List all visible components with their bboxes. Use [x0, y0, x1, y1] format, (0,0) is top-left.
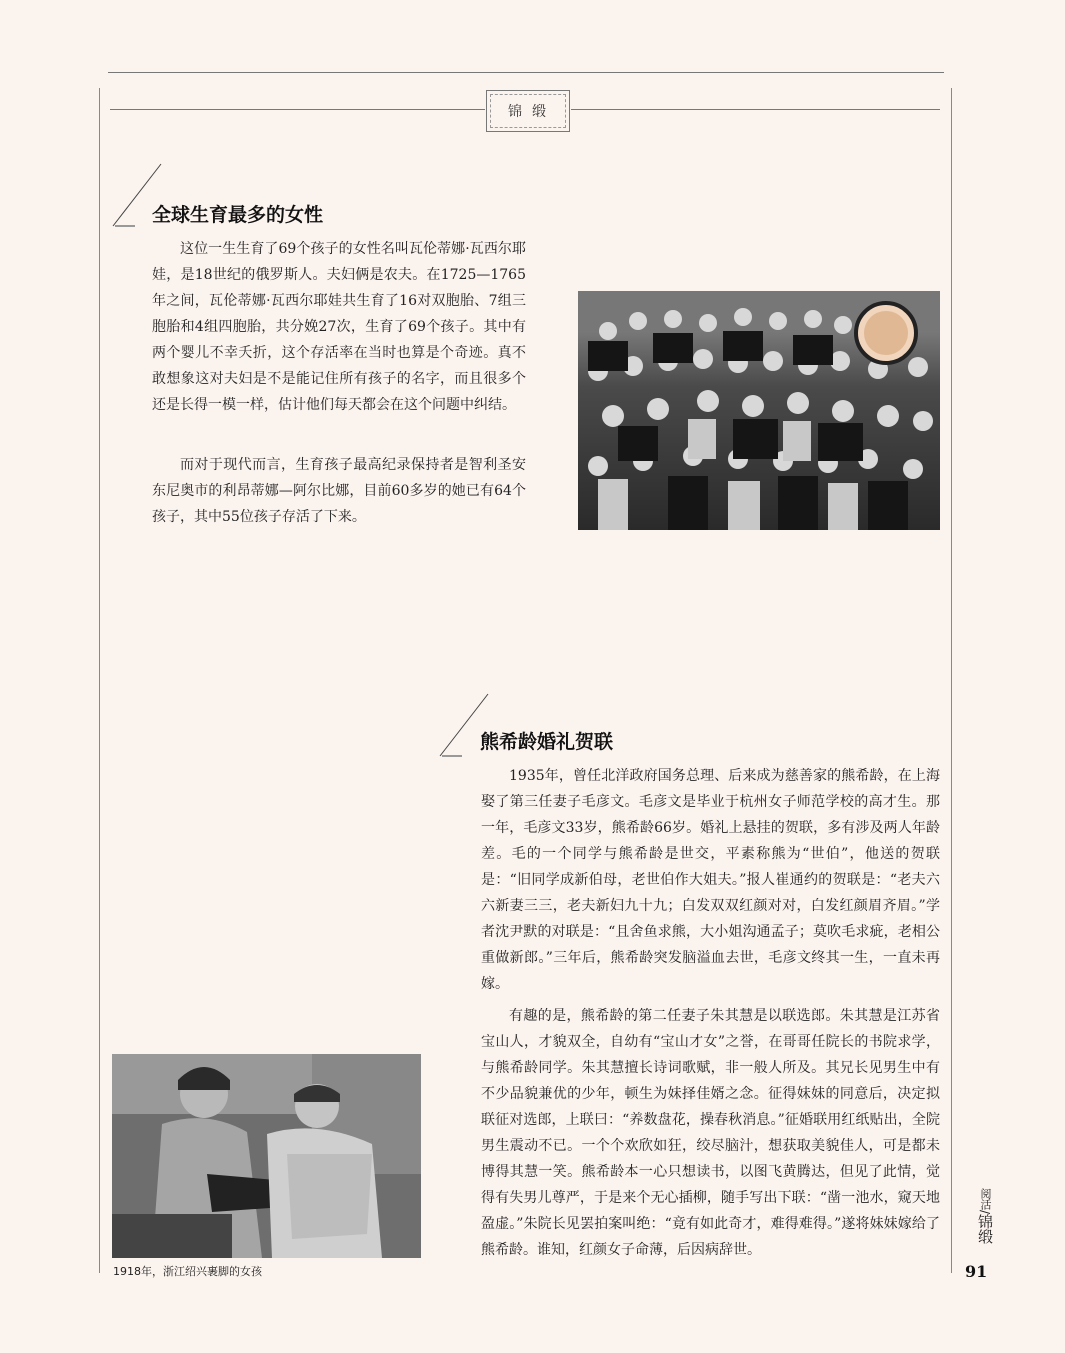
side-label-big: 锦缎: [976, 1214, 994, 1245]
bound-feet-girls-photo: [112, 1054, 421, 1258]
frame-left-line: [99, 88, 100, 1273]
section-header-box: [486, 90, 570, 132]
page-number: 91: [965, 1262, 988, 1281]
article1-title: 全球生育最多的女性: [152, 204, 324, 226]
side-label-small: 阅活: [979, 1188, 992, 1210]
article2-paragraph-1: 1935年，曾任北洋政府国务总理、后来成为慈善家的熊希龄，在上海娶了第三任妻子毛彦文。毛彦文是毕业于杭州女子师范学校的高才生。那一年，毛彦文33岁，熊希龄66岁。婚礼上悬挂的贺联，多有涉及两人年龄差。毛的一个同学与熊希龄是世交，平素称熊为“世伯”，他送的贺联是：“旧同学成新伯母，老世伯作大姐夫。”报人崔通约的贺联是：“老夫六六新妻三三，老夫新妇九十九；白发双双红颜对对，白发红颜眉齐眉。”学者沈尹默的对联是：“且舍鱼求熊，大小姐沟通孟子；莫吹毛求疵，老相公重做新郎。”三年后，熊希龄突发脑溢血去世，毛彦文终其一生，一直未再嫁。: [481, 768, 940, 992]
header-rule-right: [571, 109, 940, 110]
top-rule: [108, 72, 944, 73]
article1-paragraph-2: 而对于现代而言，生育孩子最高纪录保持者是智利圣安东尼奥市的利昂蒂娜—阿尔比娜，目前60多岁的她已有64个孩子，其中55位孩子存活了下来。: [152, 457, 526, 525]
magazine-side-label: [974, 1188, 992, 1244]
section-title: 锦缎: [508, 104, 556, 120]
article2-title: 熊希龄婚礼贺联: [480, 731, 614, 753]
article1-paragraph-1: 这位一生生育了69个孩子的女性名叫瓦伦蒂娜·瓦西尔耶娃，是18世纪的俄罗斯人。夫妇俩是农夫。在1725—1765年之间，瓦伦蒂娜·瓦西尔耶娃共生育了16对双胞胎、7组三胞胎和4组四胞胎，共分娩27次，生育了69个孩子。其中有两个婴儿不幸夭折，这个存活率在当时也算是个奇迹。真不敢想象这对夫妇是不是能记住所有孩子的名字，而且很多个还是长得一模一样，估计他们每天都会在这个问题中纠结。: [152, 241, 526, 413]
photo-caption: 1918年，浙江绍兴裹脚的女孩: [113, 1265, 262, 1278]
side-label-divider: /: [978, 1210, 992, 1215]
frame-right-line: [951, 88, 952, 1273]
family-portrait-photo: [578, 291, 940, 530]
header-rule-left: [110, 109, 485, 110]
article2-paragraph-2: 有趣的是，熊希龄的第二任妻子朱其慧是以联选郎。朱其慧是江苏省宝山人，才貌双全，自幼有“宝山才女”之誉，在哥哥任院长的书院求学，与熊希龄同学。朱其慧擅长诗词歌赋，非一般人所及。其兄长见男生中有不少品貌兼优的少年，顿生为妹择佳婿之念。征得妹妹的同意后，决定拟联征对选郎，上联曰：“养数盘花，操春秋消息。”征婚联用红纸贴出，全院男生震动不已。一个个欢欣如狂，绞尽脑汁，想获取美貌佳人，可是都未博得其慧一笑。熊希龄本一心只想读书，以图飞黄腾达，但见了此情，觉得有失男儿尊严，于是来个无心插柳，随手写出下联：“凿一池水，窥天地盈虚。”朱院长见罢拍案叫绝：“竟有如此奇才，难得难得。”遂将妹妹嫁给了熊希龄。谁知，红颜女子命薄，后因病辞世。: [481, 1008, 940, 1258]
